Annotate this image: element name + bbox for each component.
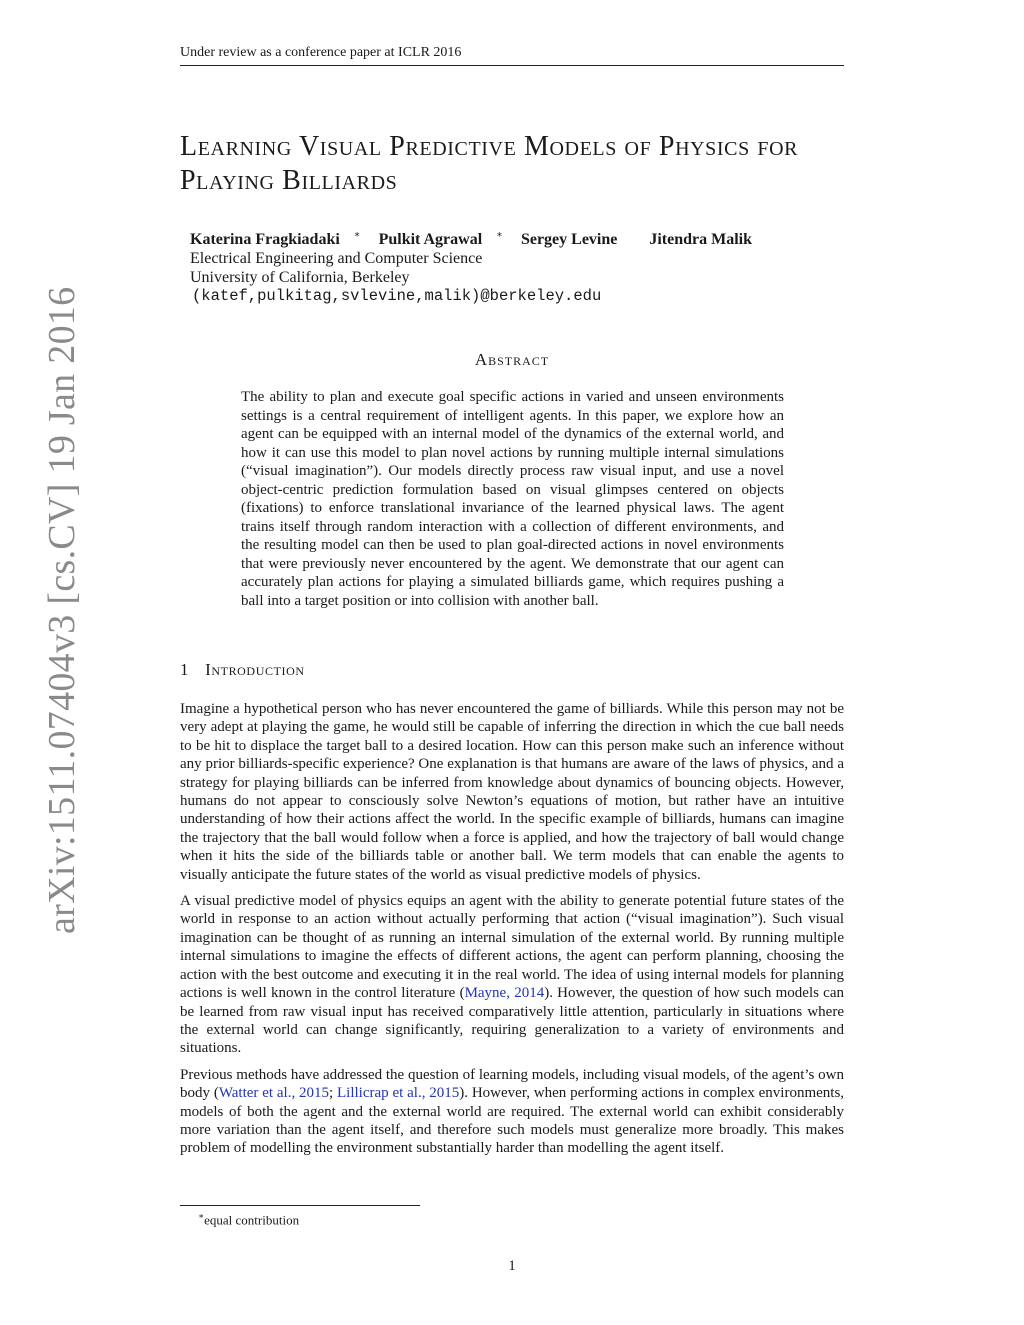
author-name: Katerina Fragkiadaki (190, 231, 340, 249)
paragraph: Imagine a hypothetical person who has never encountered the game of billiards. While this person may not be very adept at playing the game, he would still be capable of inferring the direction in which the cue ball needs to be hit to displace the target ball to a desired location. How can this person make such an inference without any prior billiards-specific experience? One explanation is that humans are aware of the laws of physics, and a strategy for playing billiards can be inferred from knowledge about dynamics of bouncing objects. However, humans do not appear to consciously solve Newton’s equations of motion, but rather have an intuitive understanding of how their actions affect the world. In the specific example of billiards, humans can imagine the trajectory that the ball would follow when a force is applied, and how the trajectory of ball would change when it hits the side of the billiards table or another ball. We term models that can enable the agents to visually anticipate the future states of the world as visual predictive models of physics. (180, 701, 844, 883)
author (649, 231, 766, 248)
footnote (198, 1208, 299, 1228)
author (190, 231, 361, 248)
footnote-divider (180, 1205, 420, 1206)
arxiv-stamp: arXiv:1511.07404v3 [cs.CV] 19 Jan 2016 (41, 286, 83, 934)
abstract-text: The ability to plan and execute goal specific actions in varied and unseen environments settings is a central requirement of intelligent agents. In this paper, we explore how an agent can be equipped with an internal model of the dynamics of the external world, and how it can use this model to plan novel actions by running multiple internal simulations (“visual imagination”). Our models directly process raw visual input, and use a novel object-centric prediction formulation based on visual glimpses centered on objects (fixations) to enforce translational invariance of the learned physical laws. The agent trains itself through random interaction with a collection of different environments, and the resulting model can then be used to plan goal-directed actions in novel environments that were previously never encountered by the agent. We demonstrate that our agent can accurately plan actions for playing a simulated billiards game, which requires pushing a ball into a target position or into collision with another ball. (241, 389, 784, 609)
section-number: 1 (180, 660, 190, 679)
section-body (180, 700, 844, 1166)
section-title: Introduction (205, 660, 305, 679)
citation-link[interactable]: Mayne, 2014 (464, 985, 545, 1002)
equal-contribution-mark: ∗ (353, 230, 361, 241)
page-number: 1 (508, 1258, 516, 1274)
department: Electrical Engineering and Computer Science (190, 250, 483, 268)
author (521, 231, 631, 248)
author-name: Sergey Levine (520, 231, 618, 249)
author-name: Jitendra Malik (649, 231, 753, 249)
paragraph: Previous methods have addressed the question of learning models, including visual models, of the agent’s own body (Watter et al., 2015; Lillicrap et al., 2015). However, when performing actions in complex environments, models of both the agent and the external world are required. The external world can exhibit considerably more variation than the agent itself, and therefore such models must generalize more broadly. This makes problem of modelling the environment substantially harder than modelling the agent itself. (180, 1066, 845, 1157)
author-email: (katef,pulkitag,svlevine,malik)@berkeley.edu (192, 287, 602, 306)
citation-link[interactable]: Lillicrap et al., 2015 (337, 1085, 460, 1102)
equal-contribution-mark: ∗ (496, 230, 503, 241)
author-name: Pulkit Agrawal (378, 231, 483, 249)
university: University of California, Berkeley (190, 269, 410, 287)
author (379, 231, 503, 248)
paragraph: A visual predictive model of physics equips an agent with the ability to generate potential future states of the world in response to an action without actually performing that action (“visual imagination”). Such visual imagination can be thought of as running an internal simulation of the external world. By running multiple internal simulations to imagine the effects of different actions, the agent can perform planning, choosing the action with the best outcome and executing it in the real world. The idea of using internal models for planning actions is well known in the control literature (Mayne, 2014). However, the question of how such models can be learned from raw visual input has received comparatively little attention, particularly in situations where the external world can change significantly, requiring generalization to a variety of environments and situations. (180, 893, 844, 1057)
author-names (190, 226, 830, 249)
running-header: Under review as a conference paper at ICLR 2016 (180, 44, 844, 66)
author-block (190, 226, 830, 306)
paper-title: Learning Visual Predictive Models of Physics for Playing Billiards (180, 131, 799, 196)
abstract-heading: Abstract (474, 350, 550, 369)
footnote-mark: ∗ (198, 1211, 205, 1221)
footnote-text: equal contribution (204, 1212, 300, 1228)
citation-link[interactable]: Watter et al., 2015 (218, 1085, 330, 1102)
section-heading (180, 660, 305, 680)
